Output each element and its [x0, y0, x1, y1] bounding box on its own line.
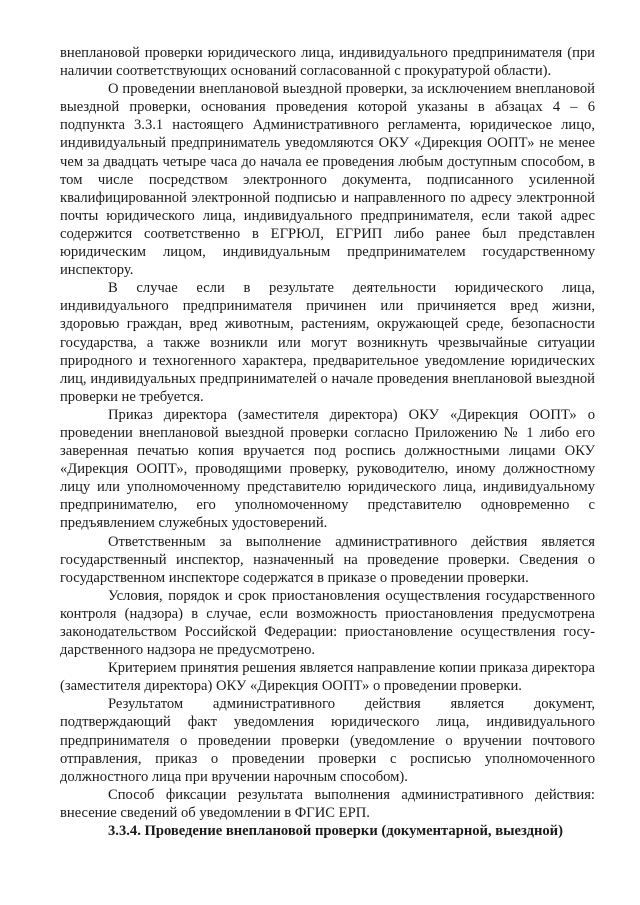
paragraph-criterion: Критерием принятия решения является направление копии приказа директора (заместителя директора) ОКУ «Дирекция ООПТ» о проведении проверки.: [60, 660, 595, 695]
section-heading: 3.3.4. Проведение внеплановой проверки (документарной, выездной): [108, 823, 563, 840]
paragraph-continuation: внеплановой проверки юридического лица, индивидуального предпринимателя (при наличии соответствующих оснований согласованной с прокуратурой области).: [60, 45, 595, 80]
paragraph-fixation: Способ фиксации результата выполнения административного действия: внесение сведений об уведомлении в ФГИС ЕРП.: [60, 786, 595, 821]
document-page: [60, 44, 595, 840]
paragraph-harm-case: В случае если в результате деятельности юридического лица, индивидуального предпринимателя причинен или причиняется вред жизни, здоровью граждан, вред животным, растениям, окружающей среде, безопасности государства, а также возникли или могут возникнуть чрезвычайные ситуации природного и техногенного характера, предварительное уведомление юридических лиц, индивидуальных предпринимателей о начале проведения внеплановой выездной проверки не требуется.: [60, 280, 595, 405]
paragraph-result: Результатом административного действия является документ, подтверждающий факт уведомления юридического лица, индивидуального предпринимателя о проведении проверки (уведомление о вручении почтового отправления, приказ о проведении проверки с росписью уполномоченного должностного лица при вручении нарочным способом).: [60, 696, 595, 785]
paragraph-responsible: Ответственным за выполнение административного действия является государственный инспектор, назначенный на проведение проверки. Сведения о государственном инспекторе содержатся в приказе о проведении проверки.: [60, 533, 595, 586]
paragraph-notification: О проведении внеплановой выездной проверки, за исключением внеплановой выездной проверки, основания проведения которой указаны в абзацах 4 – 6 подпункта 3.3.1 настоящего Административного регламента, юридическое лицо, индивидуальный предприниматель уведомляются ОКУ «Дирекция ООПТ» не менее чем за двадцать четыре часа до начала ее проведения любым доступным способом, в том числе посредством электронного документа, подписанного усиленной квалифицированной электронной подписью и направленного по адресу электронной почты юридического лица, индивидуального предпринимателя, если такой адрес содержится соответственно в ЕГРЮЛ, ЕГРИП либо ранее был представлен юридическим лицом, индивидуальным предпринимателем государственному инспектору.: [60, 81, 595, 279]
paragraph-suspension: Условия, порядок и срок приостановления осуществления государственного контроля (надзора) в случае, если возможность приостановления предусмотрена законодательством Российской Федерации: приостановление осуществления госу-дарственного надзора не предусмотрено.: [60, 587, 595, 659]
paragraph-order-delivery: Приказ директора (заместителя директора) ОКУ «Дирекция ООПТ» о проведении внеплановой выездной проверки согласно Приложению № 1 либо его заверенная печатью копия вручается под роспись должностными лицами ОКУ «Дирекция ООПТ», проводящими проверку, руководителю, иному должностному лицу или уполномоченному представителю юридического лица, индивидуальному предпринимателю, его уполномоченному представителю одновременно с предъявлением служебных удостоверений.: [60, 406, 595, 532]
